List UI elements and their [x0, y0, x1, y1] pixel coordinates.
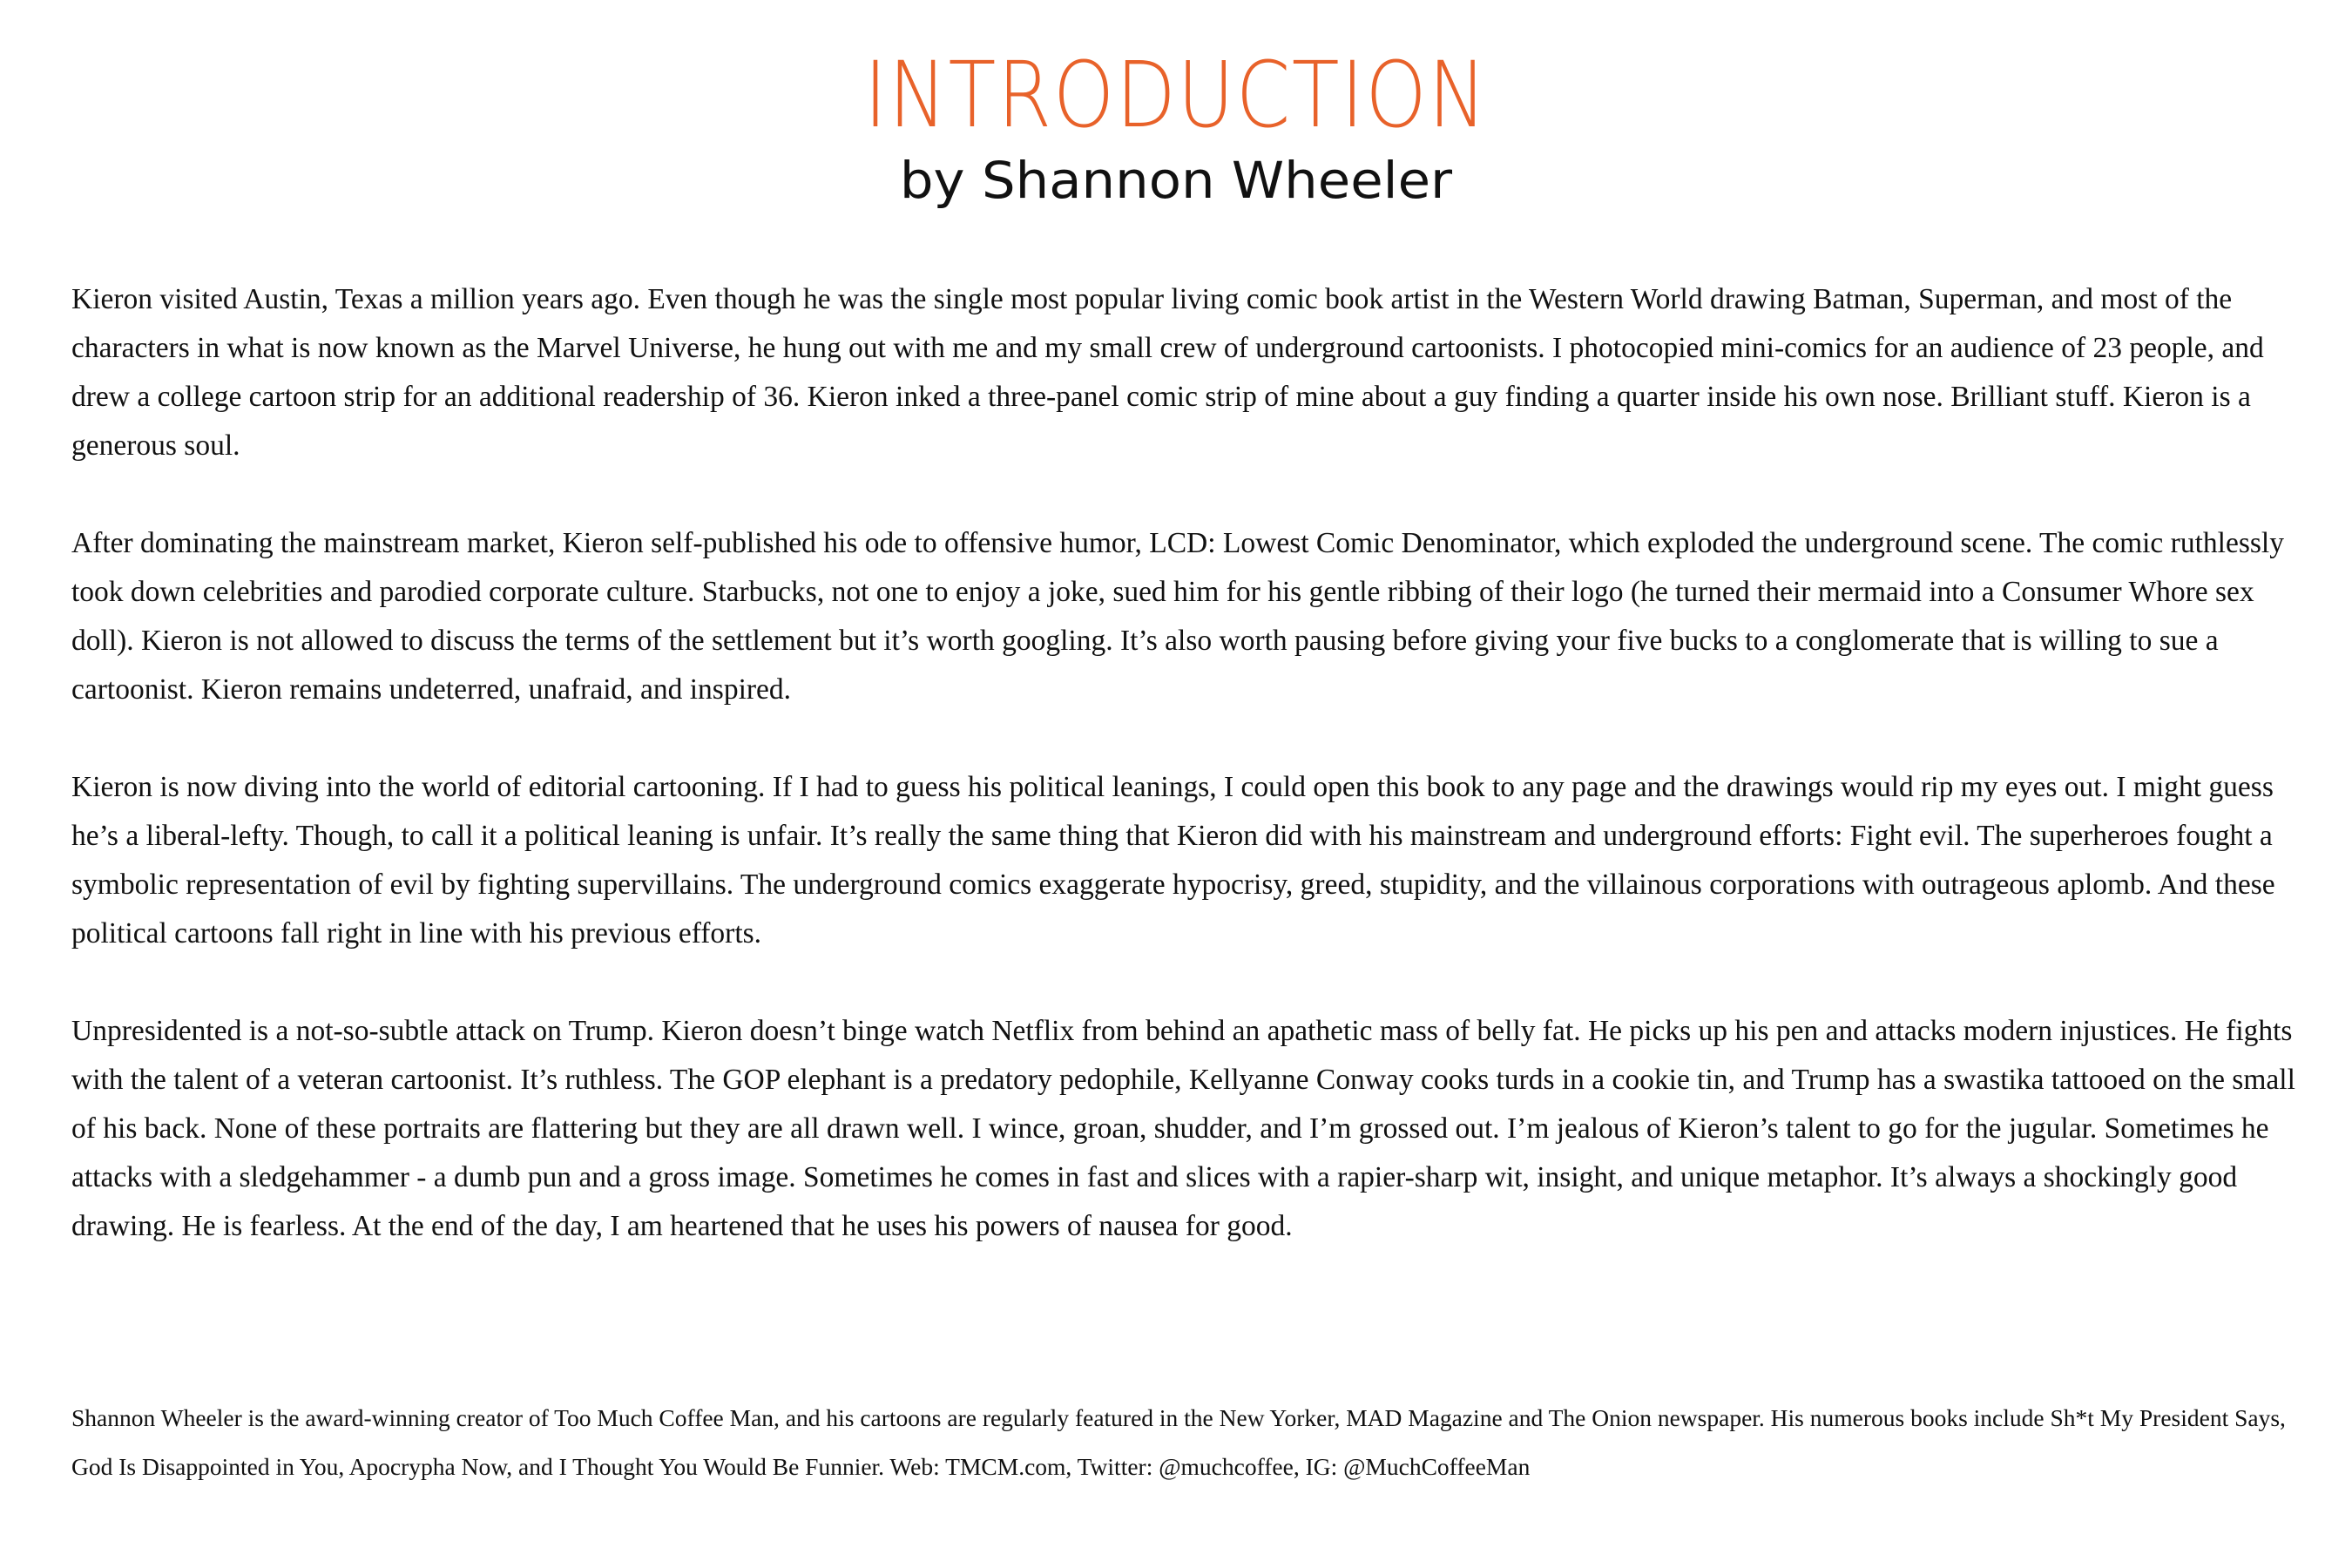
introduction-body	[71, 275, 2301, 1300]
author-bio: Shannon Wheeler is the award-winning creator of Too Much Coffee Man, and his cartoons are regularly featured in the New Yorker, MAD Magazine and The Onion newspaper. His numerous books include Sh*t My President Says, God Is Disappointed in You, Apocrypha Now, and I Thought You Would Be Funnier. Web: TMCM.com, Twitter: @muchcoffee, IG: @MuchCoffeeMan	[71, 1404, 2286, 1480]
page-title: INTRODUCTION	[863, 42, 1489, 148]
paragraph-2: After dominating the mainstream market, Kieron self-published his ode to offensive humor, LCD: Lowest Comic Denominator, which exploded the underground scene. The comic ruthlessly took down celebrities and parodied corporate culture. Starbucks, not one to enjoy a joke, sued him for his gentle ribbing of their logo (he turned their mermaid into a Consumer Whore sex doll). Kieron is not allowed to discuss the terms of the settlement but it’s worth googling. It’s also worth pausing before giving your five bucks to a conglomerate that is willing to sue a cartoonist. Kieron remains undeterred, unafraid, and inspired.	[71, 527, 2284, 706]
paragraph-3: Kieron is now diving into the world of editorial cartooning. If I had to guess his political leanings, I could open this book to any page and the drawings would rip my eyes out. I might guess he’s a liberal-lefty. Though, to call it a political leaning is unfair. It’s really the same thing that Kieron did with his mainstream and underground efforts: Fight evil. The superheroes fought a symbolic representation of evil by fighting supervillains. The underground comics exaggerate hypocrisy, greed, stupidity, and the villainous corporations with outrageous aplomb. And these political cartoons fall right in line with his previous efforts.	[71, 771, 2275, 950]
paragraph-4: Unpresidented is a not-so-subtle attack on Trump. Kieron doesn’t binge watch Netflix from behind an apathetic mass of belly fat. He picks up his pen and attacks modern injustices. He fights with the talent of a veteran cartoonist. It’s ruthless. The GOP elephant is a predatory pedophile, Kellyanne Conway cooks turds in a cookie tin, and Trump has a swastika tattooed on the small of his back. None of these portraits are flattering but they are all drawn well. I wince, groan, shudder, and I’m grossed out. I’m jealous of Kieron’s talent to go for the jugular. Sometimes he attacks with a sledgehammer - a dumb pun and a gross image. Sometimes he comes in fast and slices with a rapier-sharp wit, insight, and unique metaphor. It’s always a shockingly good drawing. He is fearless. At the end of the day, I am heartened that he uses his powers of nausea for good.	[71, 1015, 2295, 1242]
paragraph-1: Kieron visited Austin, Texas a million years ago. Even though he was the single most popular living comic book artist in the Western World drawing Batman, Superman, and most of the characters in what is now known as the Marvel Universe, he hung out with me and my small crew of underground cartoonists. I photocopied mini-comics for an audience of 23 people, and drew a college cartoon strip for an additional readership of 36. Kieron inked a three-panel comic strip of mine about a guy finding a quarter inside his own nose. Brilliant stuff. Kieron is a generous soul.	[71, 283, 2264, 462]
author-byline: by Shannon Wheeler	[899, 151, 1453, 210]
